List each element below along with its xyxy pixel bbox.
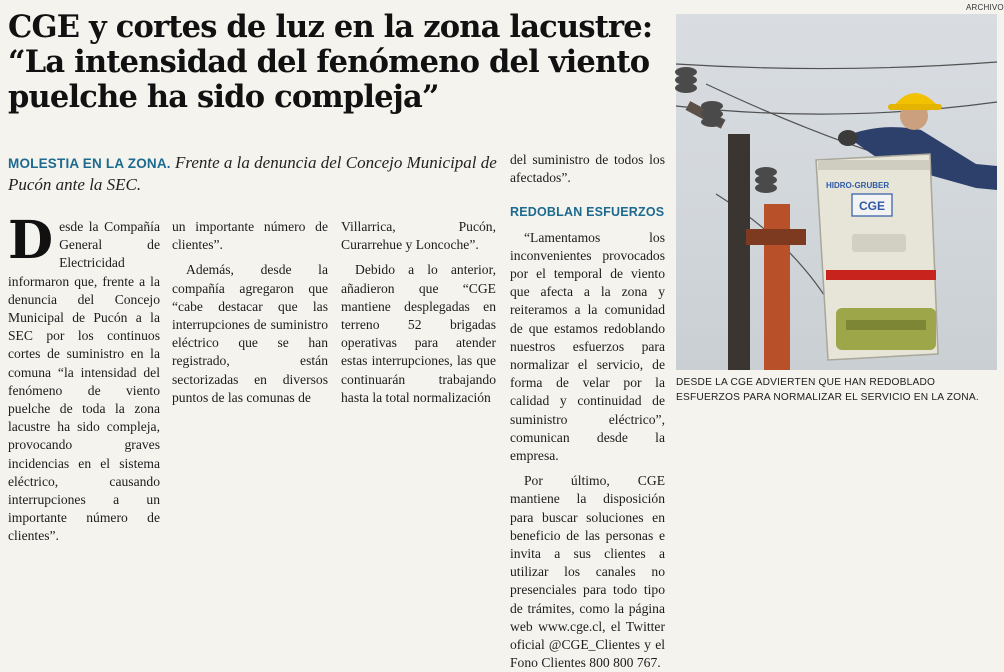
utility-pole xyxy=(728,134,750,370)
photo-caption: DESDE LA CGE ADVIERTEN QUE HAN REDOBLADO ESFUERZOS PARA NORMALIZAR EL SERVICIO EN LA ZONA. xyxy=(676,377,979,403)
deck-text: Frente a la denuncia del Concejo Municipal de Pucón ante la SEC. xyxy=(8,153,497,194)
body-column-3 xyxy=(341,218,496,416)
body-paragraph-5: Por último, CGE mantiene la disposición para buscar soluciones en beneficio de las personas e invita a sus clientes a utilizar los canales no presenciales para todo tipo de trámites, como la página web www.cge.cl, el Twitter oficial @CGE_Clientes y el Fono Clientes 800 800 767. xyxy=(510,473,665,671)
body-paragraph-4: “Lamentamos los inconvenientes provocados por el temporal de viento que afecta a la zona y reiteramos a la comunidad de que estamos redoblando nuestros esfuerzos para normalizar el servicio, de forma de velar por la calidad y continuidad de suministro eléctrico”, comunican desde la empresa. xyxy=(510,229,665,464)
photo-lineman xyxy=(676,14,997,370)
aerial-bucket xyxy=(816,154,938,360)
deck xyxy=(8,152,498,195)
body-paragraph-1: esde la Compañía General de Electricidad informaron que, frente a la denuncia del Concejo Municipal de Pucón a la SEC por los continuos cortes de suministro en la comuna “la intensidad del fenómeno de viento puelche de toda la zona lacustre ha sido compleja, provocando graves incidencias en el sistema eléctrico, causando interrupciones a un importante número de clientes”. xyxy=(8,219,160,544)
headline-line-1: CGE y cortes de luz en la zona lacustre: xyxy=(8,9,653,45)
body-column-4 xyxy=(510,151,665,671)
headline-line-2: “La intensidad del fenómeno del viento xyxy=(8,44,650,80)
body-paragraph-2: Además, desde la compañía agregaron que “cabe destacar que las interrupciones de suministro eléctrico que se han registrado, están sectorizadas en diversos puntos de las comunas de xyxy=(172,262,328,405)
insulator-icon xyxy=(675,67,777,193)
bucket-logo: CGE xyxy=(859,199,886,213)
body-paragraph-1-tail: un importante número de clientes”. xyxy=(172,219,328,253)
bucket-stripe xyxy=(826,270,936,280)
drop-cap: D xyxy=(8,210,54,271)
headline xyxy=(8,10,663,115)
photo-credit: ARCHIVO xyxy=(966,3,1004,12)
body-paragraph-3: Debido a lo anterior, añadieron que “CGE mantiene desplegadas en terreno 52 brigadas operativas para atender estas interrupciones, las que continuarán trabajando hasta la total normalización xyxy=(341,262,496,405)
deck-kicker: MOLESTIA EN LA ZONA. xyxy=(8,156,171,171)
boom-arm xyxy=(764,204,790,370)
subhead-redoblan-esfuerzos: REDOBLAN ESFUERZOS xyxy=(510,205,665,220)
bucket-brand: HIDRO-GRUBER xyxy=(826,181,890,190)
headline-line-3: puelche ha sido compleja” xyxy=(8,79,439,115)
body-paragraph-2: Villarrica, Pucón, Curarrehue y Loncoche”. xyxy=(341,219,496,253)
body-paragraph-3: del suministro de todos los afectados”. xyxy=(510,152,665,186)
body-column-1 xyxy=(8,210,160,544)
body-column-2 xyxy=(172,218,328,416)
lineman-illustration xyxy=(676,14,997,370)
